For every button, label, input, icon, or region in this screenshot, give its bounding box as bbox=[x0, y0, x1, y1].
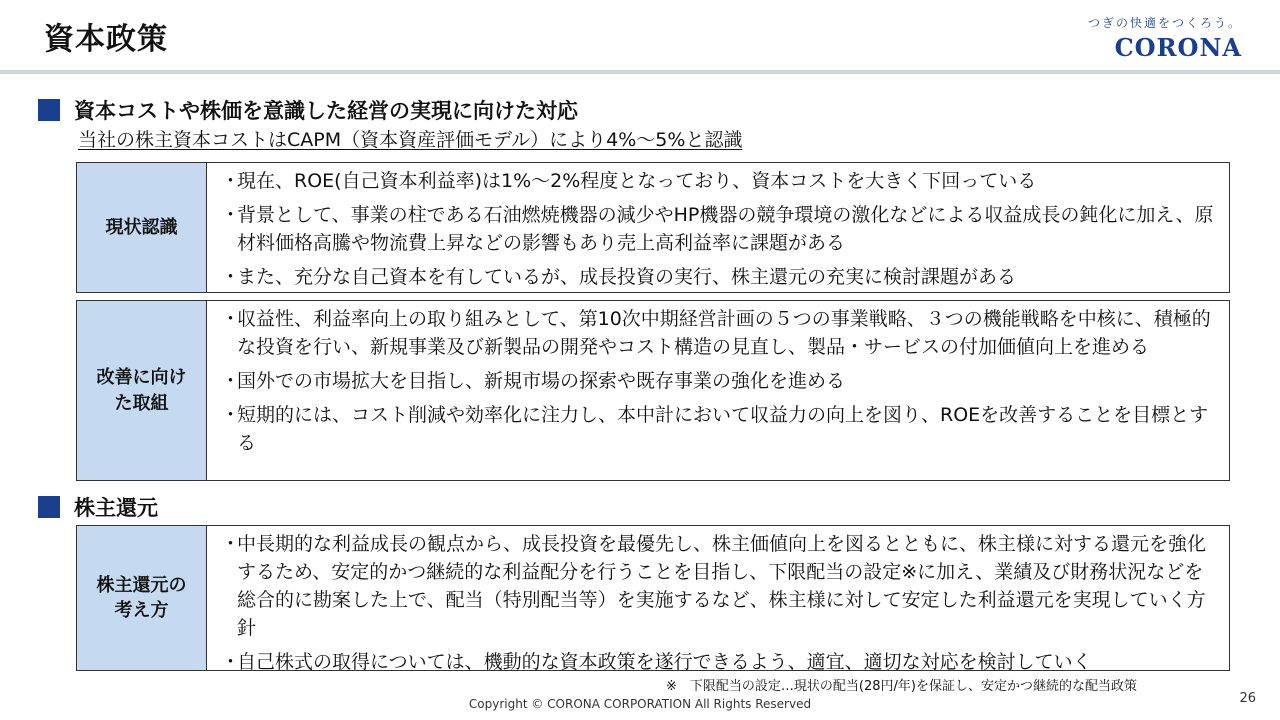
capm-note: 当社の株主資本コストはCAPM（資本資産評価モデル）により4%～5%と認識 bbox=[78, 129, 743, 151]
list-item: ・ 背景として、事業の柱である石油燃焼機器の減少やHP機器の競争環境の激化などによる収益成長の鈍化に加え、原材料価格高騰や物流費上昇などの影響もあり売上高利益率に課題がある bbox=[221, 204, 1214, 254]
section-heading-text: 株主還元 bbox=[74, 496, 158, 520]
box-body bbox=[207, 526, 1229, 673]
box-label: 改善に向けた取組 bbox=[77, 301, 207, 480]
list-item: ・ 収益性、利益率向上の取り組みとして、第10次中期経営計画の５つの事業戦略、３つの機能戦略を中核に、積極的な投資を行い、新規事業及び新製品の開発やコスト構造の見直し、製品・サービスの付加価値向上を進める bbox=[221, 308, 1211, 358]
logo-tagline: つぎの快適をつくろう。 bbox=[1087, 16, 1242, 30]
section-heading-shareholder-return bbox=[38, 492, 158, 522]
logo-brand: CORONA bbox=[1114, 33, 1242, 62]
section-heading-text: 資本コストや株価を意識した経営の実現に向けた対応 bbox=[74, 99, 578, 123]
improvement-box bbox=[76, 300, 1230, 481]
copyright: Copyright © CORONA CORPORATION All Rights Reserved bbox=[468, 697, 812, 711]
list-item: ・ また、充分な自己資本を有しているが、成長投資の実行、株主還元の充実に検討課題がある bbox=[221, 266, 1017, 288]
corona-logo bbox=[1088, 14, 1242, 62]
list-item: ・ 自己株式の取得については、機動的な資本政策を遂行できるよう、適宜、適切な対応を検討していく bbox=[221, 651, 1092, 673]
footnote: ※ 下限配当の設定…現状の配当(28円/年)を保証し、安定かつ継続的な配当政策 bbox=[666, 679, 1137, 694]
list-item: ・ 短期的には、コスト削減や効率化に注力し、本中計において収益力の向上を図り、ROEを改善することを目標とする bbox=[221, 404, 1209, 454]
page-number: 26 bbox=[1239, 691, 1256, 706]
box-body bbox=[207, 163, 1229, 292]
shareholder-return-box bbox=[76, 525, 1230, 671]
box-label: 株主還元の考え方 bbox=[77, 526, 207, 670]
list-item: ・ 国外での市場拡大を目指し、新規市場の探索や既存事業の強化を進める bbox=[221, 370, 846, 392]
page-title: 資本政策 bbox=[44, 22, 168, 57]
current-status-box bbox=[76, 162, 1230, 293]
box-body bbox=[207, 301, 1229, 480]
square-bullet-icon bbox=[38, 496, 60, 518]
box-label: 現状認識 bbox=[77, 163, 207, 292]
title-divider bbox=[0, 70, 1280, 74]
list-item: ・ 現在、ROE(自己資本利益率)は1%～2%程度となっており、資本コストを大きく下回っている bbox=[221, 170, 1037, 192]
square-bullet-icon bbox=[38, 99, 60, 121]
list-item: ・ 中長期的な利益成長の観点から、成長投資を最優先し、株主価値向上を図るとともに、株主様に対する還元を強化するため、安定的かつ継続的な利益配分を行うことを目指し、下限配当の設定※に加え、業績及び財務状況などを総合的に勘案した上で、配当（特別配当等）を実施するなど、株主様に対して安定した利益還元を実現していく方針 bbox=[221, 533, 1207, 639]
section-heading-capital-cost bbox=[38, 95, 578, 125]
